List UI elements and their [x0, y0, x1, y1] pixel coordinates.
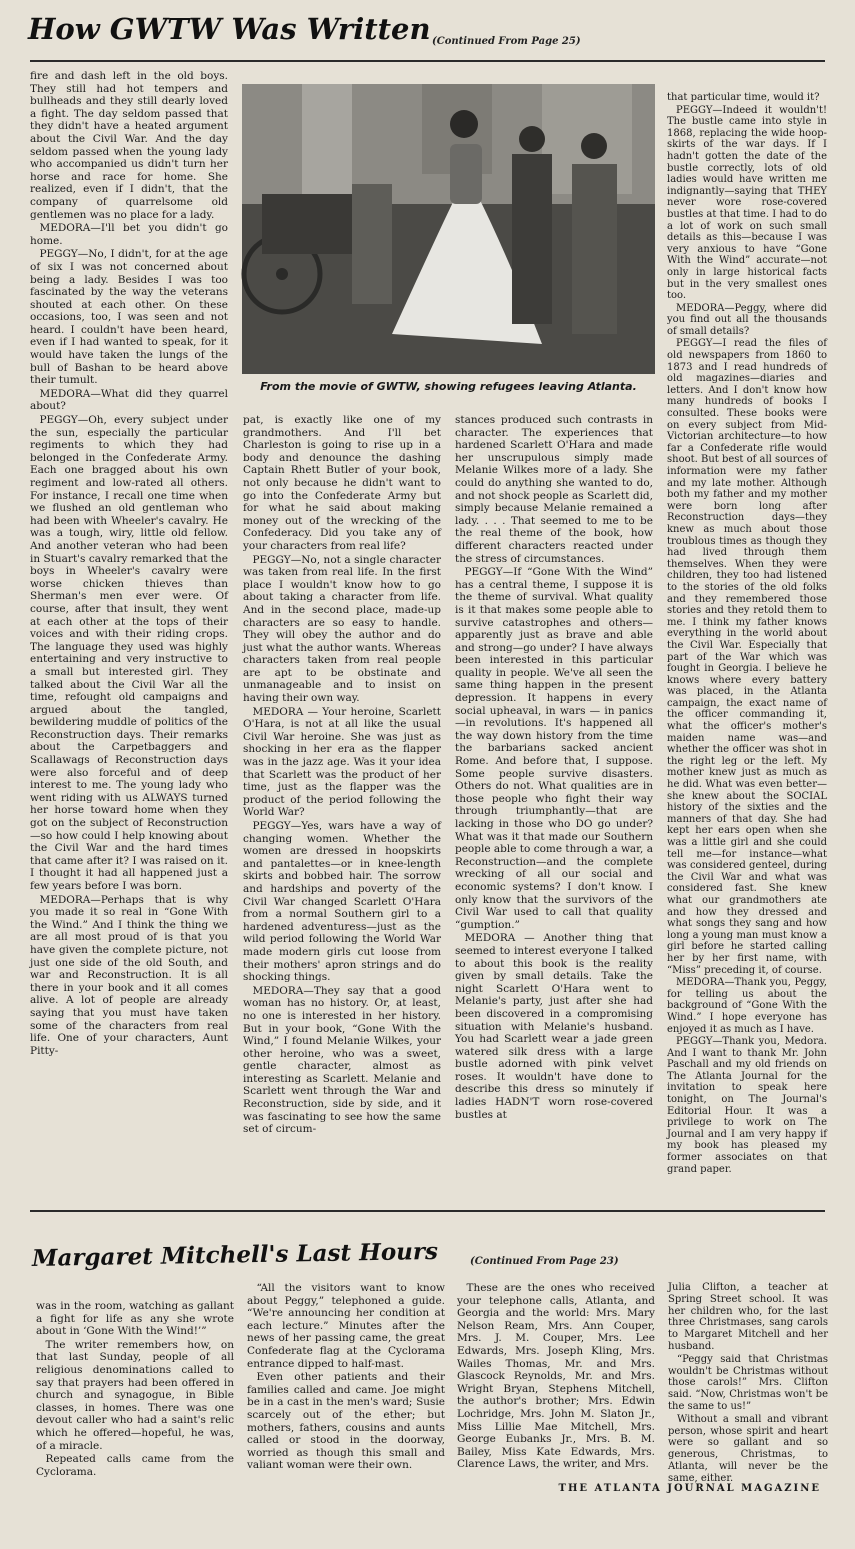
movie-still-photo [242, 84, 655, 374]
header-rule [30, 60, 825, 62]
photo-caption: From the movie of GWTW, showing refugees leaving Atlanta. [260, 380, 637, 393]
article-column-1 [30, 70, 228, 1195]
article-column-2 [243, 414, 441, 1196]
article-column-4 [667, 92, 827, 1196]
paragraph: MEDORA—Thank you, Peggy, for telling us about the background of “Gone With the Wind.” I hope everyone has enjoyed it as much as I have. [667, 977, 827, 1035]
paragraph: The writer remembers how, on that last Sunday, people of all religious denominations called to say that prayers had been offered in church and synagogue, in Bible classes, in homes. There was one devout caller who had a saint's relic which he offered—hopeful, he was, of a miracle. [36, 1338, 234, 1452]
paragraph: PEGGY—No, not a single character was taken from real life. In the first place I wouldn't know how to go about taking a character from life. And in the second place, made-up characters are so easy to handle. They will obey the author and do just what the author wants. Whereas characters taken from real people are apt to be obstinate and unmanageable and to insist on having their own way. [243, 553, 441, 705]
article-title: Margaret Mitchell's Last Hours [31, 1237, 439, 1272]
article2-column-2 [247, 1282, 445, 1472]
article-divider [30, 1210, 825, 1212]
paragraph: PEGGY—No, I didn't, for at the age of six I was not concerned about being a lady. Besides I was too fascinated by the way the veterans shouted at each other. On these occasions, too, I was seen and not heard. I couldn't have been heard, even if I had wanted to speak, for it would have taken the lungs of the bull of Bashan to be heard above their tumult. [30, 248, 228, 387]
paragraph: Without a small and vibrant person, whose spirit and heart were so gallant and so generous, Christmas, to Atlanta, will never be the same, either. [668, 1413, 828, 1484]
photo-illustration [242, 84, 655, 374]
paragraph: PEGGY—Yes, wars have a way of changing women. Whether the women are dressed in hoopskirts and pantalettes—or in knee-length skirts and bobbed hair. The sorrow and hardships and poverty of the Civil War changed Scarlett O'Hara from a normal Southern girl to a hardened adventuress—just as the wild period following the World War made modern girls cut loose from their mothers' apron strings and do shocking things. [243, 820, 441, 984]
article2-column-1 [36, 1300, 234, 1480]
continued-note: (Continued From Page 25) [432, 36, 581, 47]
paragraph: MEDORA—What did they quarrel about? [30, 387, 228, 413]
paragraph: MEDORA — Another thing that seemed to interest everyone I talked to about this book is the reality given by small details. Take the night Scarlett O'Hara went to Melanie's party, just after she had been discovered in a compromising situation with Melanie's husband. You had Scarlett wear a jade green watered silk dress with a large bustle adorned with pink velvet roses. It wouldn't have done to describe this dress so minutely if ladies HADN'T worn rose-covered bustles at [455, 932, 653, 1121]
paragraph: fire and dash left in the old boys. They still had hot tempers and bullheads and they still dearly loved a fight. The day seldom passed that they didn't have a heated argument about the Civil War. And the day seldom passed when the young lady who accompanied us didn't turn her horse and race for home. She realized, even if I didn't, that the company of quarrelsome old gentlemen was no place for a lady. [30, 70, 228, 221]
continued-note: (Continued From Page 23) [470, 1256, 619, 1267]
paragraph: Even other patients and their families called and came. Joe might be in a cast in the men's ward; Susie scarcely out of the ether; but mothers, fathers, cousins and aunts called or stood in the doorway, worried as though this small and valiant woman were their own. [247, 1371, 445, 1472]
paragraph: “All the visitors want to know about Peggy,” telephoned a guide. “We're announcing her condition at each lecture.” Minutes after the news of her passing came, the great Confederate flag at the Cyclorama entrance dipped to half-mast. [247, 1282, 445, 1370]
article2-column-4 [668, 1282, 828, 1484]
paragraph: These are the ones who received your telephone calls, Atlanta, and Georgia and the world: Mrs. Mary Nelson Ream, Mrs. Ann Couper, Mrs. J. M. Couper, Mrs. Lee Edwards, Mrs. Joseph Kling, Mrs. Wailes Thomas, Mr. and Mrs. Glascock Reynolds, Mr. and Mrs. Wright Bryan, Stephens Mitchell, the author's brother; Mrs. Edwin Lochridge, Mrs. John M. Slaton Jr., Miss Lillie Mae Mitchell, Mrs. George Eubanks Jr., Mrs. B. M. Bailey, Miss Kate Edwards, Mrs. Clarence Laws, the writer, and Mrs. [457, 1282, 655, 1471]
paragraph: PEGGY—I read the files of old newspapers from 1860 to 1873 and I read hundreds of old magazines—diaries and letters. And I don't know how many hundreds of books I consulted. These books were on every subject from Mid-Victorian architecture—to how far a Confederate rifle would shoot. But best of all sources of information were my father and my late mother. Although both my father and my mother were born long after Reconstruction days—they knew as much about those troublous times as though they had lived through them themselves. When they were children, they too had listened to the stories of the old folks and they remembered those stories and they retold them to me. I think my father knows everything in the world about the Civil War. Especially that part of the War which was fought in Georgia. I believe he knows where every battery was placed, in the Atlanta campaign, the exact name of the officer commanding it, what the officer's mother's maiden name was—and whether the officer was shot in the right leg or the left. My mother knew just as much as he did. What was even better—she knew about the SOCIAL history of the sixties and the manners of that day. She had kept her ears open when she was a little girl and she could tell me—for instance—what was considered genteel, during the Civil War and what was considered fast. She knew what our grandmothers ate and how they dressed and what songs they sang and how long a young man must know a girl before he started calling her by her first name, with “Miss” preceding it, of course. [667, 338, 827, 976]
paragraph: MEDORA—Perhaps that is why you made it so real in “Gone With the Wind.” And I think the thing we are all most proud of is that you have given the complete picture, not just one side of the old South, and war and Reconstruction. It is all there in your book and it all comes alive. A lot of people are already saying that you must have taken some of the characters from real life. One of your characters, Aunt Pitty- [30, 893, 228, 1057]
paragraph: MEDORA—They say that a good woman has no history. Or, at least, no one is interested in her history. But in your book, “Gone With the Wind,” I found Melanie Wilkes, your other heroine, who was a sweet, gentle character, almost as interesting as Scarlett. Melanie and Scarlett went through the War and Reconstruction, side by side, and it was fascinating to see how the same set of circum- [243, 984, 441, 1136]
paragraph: MEDORA — Your heroine, Scarlett O'Hara, is not at all like the usual Civil War heroine. She was just as shocking in her era as the flapper was in the jazz age. Was it your idea that Scarlett was the product of her time, just as the flapper was the product of the period following the World War? [243, 705, 441, 819]
paragraph: “Peggy said that Christmas wouldn't be Christmas without those carols!” Mrs. Clifton said. “Now, Christmas won't be the same to us!” [668, 1353, 828, 1412]
magazine-footer: THE ATLANTA JOURNAL MAGAZINE [558, 1483, 821, 1494]
paragraph: MEDORA—I'll bet you didn't go home. [30, 222, 228, 247]
article-title: How GWTW Was Written [28, 12, 431, 46]
paragraph: was in the room, watching as gallant a fight for life as any she wrote about in ‘Gone With the Wind!’” [36, 1300, 234, 1338]
paragraph: PEGGY—Thank you, Medora. And I want to thank Mr. John Paschall and my old friends on The Atlanta Journal for the invitation to speak here tonight, on The Journal's Editorial Hour. It was a privilege to work on The Journal and I am very happy if my book has pleased my former associates on that grand paper. [667, 1036, 827, 1175]
paragraph: PEGGY—Indeed it wouldn't! The bustle came into style in 1868, replacing the wide hoop-skirts of the war days. If I hadn't gotten the date of the bustle correctly, lots of old ladies would have written me indignantly—saying that THEY never wore rose-covered bustles at that time. I had to do a lot of work on such small details as this—because I was very anxious to have “Gone With the Wind” accurate—not only in large historical facts but in the very smallest ones too. [667, 104, 827, 302]
paragraph: Repeated calls came from the Cyclorama. [36, 1453, 234, 1478]
paragraph: PEGGY—Oh, every subject under the sun, especially the particular regiments to which they had belonged in the Confederate Army. Each one bragged about his own regiment and low-rated all others. For instance, I recall one time when we flushed an old gentleman who had been with Wheeler's cavalry. He was a tough, wiry, little old fellow. And another veteran who had been in Stuart's cavalry remarked that the boys in Wheeler's cavalry were worse chicken thieves than Sherman's men ever were. Of course, after that insult, they went at each other at the tops of their voices and with their riding crops. The language they used was highly entertaining and very instructive to a small but interested girl. They talked about the Civil War all the time, refought old campaigns and argued about the tangled, bewildering muddle of politics of the Reconstruction days. Their remarks about the Carpetbaggers and Scallawags of Reconstruction days were also forceful and of deep interest to me. The young lady who went riding with us ALWAYS turned her horse toward home when they got on the subject of Reconstruction—so how could I help knowing about the Civil War and the hard times that came after it? I was raised on it. I thought it had all happened just a few years before I was born. [30, 414, 228, 892]
paragraph: MEDORA—Peggy, where did you find out all the thousands of small details? [667, 302, 827, 337]
paragraph: pat, is exactly like one of my grandmothers. And I'll bet Charleston is going to rise up in a body and denounce the dashing Captain Rhett Butler of your book, not only because he didn't want to go into the Confederate Army but for what he said about making money out of the wrecking of the Confederacy. Did you take any of your characters from real life? [243, 414, 441, 552]
article-column-3 [455, 414, 653, 1196]
paragraph: PEGGY—If “Gone With the Wind” has a central theme, I suppose it is the theme of survival. What quality is it that makes some people able to survive catastrophes and others—apparently just as brave and able and strong—go under? I have always been interested in this particular quality in people. We've all seen the same thing happen in the present depression. It happens in every social upheaval, in wars — in panics—in revolutions. It's happened all the way down history from the time the barbarians sacked ancient Rome. And before that, I suppose. Some people survive disasters. Others do not. What qualities are in those people who fight their way through triumphantly—that are lacking in those who DO go under? What was it that made our Southern people able to come through a war, a Reconstruction—and the complete wrecking of all our social and economic systems? I don't know. I only know that the survivors of the Civil War used to call that quality “gumption.” [455, 566, 653, 931]
article2-column-3 [457, 1282, 655, 1472]
paragraph: that particular time, would it? [667, 92, 820, 103]
paragraph: Julia Clifton, a teacher at Spring Street school. It was her children who, for the last three Christmases, sang carols to Margaret Mitchell and her husband. [668, 1282, 828, 1352]
paragraph: stances produced such contrasts in character. The experiences that hardened Scarlett O'Hara and made her unscrupulous simply made Melanie Wilkes more of a lady. She could do anything she wanted to do, and not shock people as Scarlett did, simply because Melanie remained a lady. . . . That seemed to me to be the real theme of the book, how different characters reacted under the stress of circumstances. [455, 414, 653, 565]
